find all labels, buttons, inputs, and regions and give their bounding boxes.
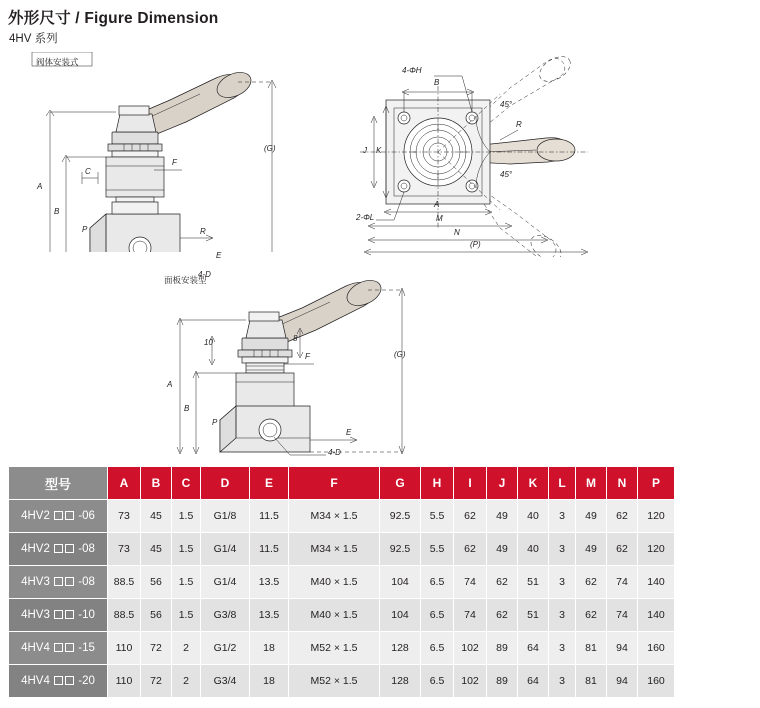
- table-header-row: [9, 467, 675, 500]
- table-cell-N: 62: [607, 533, 638, 566]
- th-model: 型号: [9, 467, 108, 500]
- table-cell-N: 94: [607, 665, 638, 698]
- page-title: 外形尺寸 / Figure Dimension: [8, 10, 219, 27]
- table-cell-K: 64: [518, 632, 549, 665]
- table-cell-F: M52 × 1.5: [289, 665, 380, 698]
- table-cell-E: 13.5: [250, 566, 289, 599]
- table-cell-N: 94: [607, 632, 638, 665]
- table-cell-N: 62: [607, 500, 638, 533]
- table-cell-A: 110: [108, 632, 141, 665]
- table-cell-model: 4HV2 -06: [9, 500, 108, 533]
- th-B: B: [141, 467, 172, 500]
- table-cell-J: 49: [487, 533, 518, 566]
- label-angle-bottom-fig2: 45°: [500, 170, 513, 179]
- table-row: [9, 599, 675, 632]
- table-cell-I: 74: [454, 566, 487, 599]
- table-cell-B: 45: [141, 500, 172, 533]
- table-row: [9, 500, 675, 533]
- th-M: M: [576, 467, 607, 500]
- th-L: L: [549, 467, 576, 500]
- table-body: [9, 500, 675, 698]
- table-cell-D: G1/4: [201, 566, 250, 599]
- label-C-fig1: C: [85, 167, 91, 176]
- table-cell-I: 102: [454, 665, 487, 698]
- table-cell-K: 40: [518, 500, 549, 533]
- label-B-fig2: B: [434, 78, 440, 87]
- table-cell-J: 89: [487, 632, 518, 665]
- label-4D-fig3: 4-D: [328, 448, 341, 457]
- table-cell-E: 11.5: [250, 500, 289, 533]
- label-B-fig3: B: [184, 404, 190, 413]
- table-cell-I: 102: [454, 632, 487, 665]
- table-cell-G: 92.5: [380, 500, 421, 533]
- table-cell-K: 64: [518, 665, 549, 698]
- table-cell-model: 4HV4 -20: [9, 665, 108, 698]
- label-B-fig1: B: [54, 207, 60, 216]
- table-cell-G: 104: [380, 599, 421, 632]
- table-cell-M: 62: [576, 566, 607, 599]
- table-cell-C: 1.5: [172, 599, 201, 632]
- table-cell-L: 3: [549, 665, 576, 698]
- table-cell-I: 62: [454, 533, 487, 566]
- label-A-fig2: A: [434, 200, 440, 209]
- table-cell-M: 49: [576, 533, 607, 566]
- label-A-fig1: A: [37, 182, 43, 191]
- table-cell-P: 140: [638, 566, 675, 599]
- top-view-drawing: [350, 52, 750, 257]
- th-K: K: [518, 467, 549, 500]
- label-F-fig1: F: [172, 158, 177, 167]
- table-cell-E: 18: [250, 665, 289, 698]
- table-cell-E: 11.5: [250, 533, 289, 566]
- label-N-fig2: N: [454, 228, 460, 237]
- label-4D-fig1: 4-D: [198, 270, 211, 279]
- th-C: C: [172, 467, 201, 500]
- th-P: P: [638, 467, 675, 500]
- table-cell-L: 3: [549, 500, 576, 533]
- table-cell-C: 1.5: [172, 500, 201, 533]
- table-cell-E: 13.5: [250, 599, 289, 632]
- figure-caption-body-mount: 阀体安装式: [36, 57, 79, 67]
- table-row: [9, 566, 675, 599]
- label-G-fig3: (G): [394, 350, 406, 359]
- th-J: J: [487, 467, 518, 500]
- table-cell-H: 6.5: [421, 665, 454, 698]
- table-cell-A: 110: [108, 665, 141, 698]
- table-cell-B: 72: [141, 665, 172, 698]
- table-cell-B: 56: [141, 599, 172, 632]
- table-cell-I: 74: [454, 599, 487, 632]
- figure-top-view: [350, 52, 750, 257]
- table-cell-M: 49: [576, 500, 607, 533]
- table-row: [9, 665, 675, 698]
- table-cell-G: 128: [380, 665, 421, 698]
- table-cell-M: 81: [576, 665, 607, 698]
- table-cell-F: M34 × 1.5: [289, 500, 380, 533]
- label-P-fig2: (P): [470, 240, 481, 249]
- table-cell-M: 62: [576, 599, 607, 632]
- table-cell-A: 88.5: [108, 599, 141, 632]
- table-cell-model: 4HV3 -10: [9, 599, 108, 632]
- table-cell-C: 1.5: [172, 533, 201, 566]
- th-F: F: [289, 467, 380, 500]
- table-cell-A: 73: [108, 500, 141, 533]
- th-I: I: [454, 467, 487, 500]
- table-cell-D: G1/4: [201, 533, 250, 566]
- table-cell-B: 72: [141, 632, 172, 665]
- table-cell-I: 62: [454, 500, 487, 533]
- table-cell-J: 62: [487, 599, 518, 632]
- table-cell-L: 3: [549, 533, 576, 566]
- th-E: E: [250, 467, 289, 500]
- table-cell-B: 45: [141, 533, 172, 566]
- table-cell-model: 4HV4 -15: [9, 632, 108, 665]
- table-cell-D: G1/2: [201, 632, 250, 665]
- label-G-fig1: (G): [264, 144, 276, 153]
- table-cell-L: 3: [549, 566, 576, 599]
- page-subtitle: 4HV 系列: [9, 33, 58, 45]
- valve-body-mount-drawing: [20, 52, 300, 252]
- label-F-fig3: F: [305, 352, 310, 361]
- table-cell-L: 3: [549, 599, 576, 632]
- table-cell-H: 5.5: [421, 533, 454, 566]
- label-K-fig2: K: [376, 146, 382, 155]
- label-J-fig2: J: [363, 146, 367, 155]
- table-cell-P: 160: [638, 665, 675, 698]
- table-cell-model: 4HV2 -08: [9, 533, 108, 566]
- table-cell-P: 120: [638, 533, 675, 566]
- table-cell-M: 81: [576, 632, 607, 665]
- table-cell-H: 6.5: [421, 566, 454, 599]
- label-4phih-fig2: 4-ΦH: [402, 66, 422, 75]
- th-H: H: [421, 467, 454, 500]
- table-cell-N: 74: [607, 566, 638, 599]
- th-G: G: [380, 467, 421, 500]
- table-cell-P: 120: [638, 500, 675, 533]
- table-cell-L: 3: [549, 632, 576, 665]
- label-P-fig1: P: [82, 225, 88, 234]
- table-cell-E: 18: [250, 632, 289, 665]
- table-cell-C: 1.5: [172, 566, 201, 599]
- dimension-table: [8, 466, 675, 698]
- label-R-fig2: R: [516, 120, 522, 129]
- table-cell-J: 62: [487, 566, 518, 599]
- table-cell-B: 56: [141, 566, 172, 599]
- table-cell-J: 49: [487, 500, 518, 533]
- table-cell-K: 51: [518, 599, 549, 632]
- table-cell-H: 6.5: [421, 632, 454, 665]
- label-M-fig2: M: [436, 214, 443, 223]
- figure-valve-body-mount: [20, 52, 300, 279]
- table-cell-G: 128: [380, 632, 421, 665]
- table-cell-N: 74: [607, 599, 638, 632]
- table-row: [9, 632, 675, 665]
- label-10-fig3: 10: [204, 338, 213, 347]
- table-row: [9, 533, 675, 566]
- label-angle-top-fig2: 45°: [500, 100, 513, 109]
- table-cell-G: 92.5: [380, 533, 421, 566]
- table-cell-K: 51: [518, 566, 549, 599]
- label-E-fig1: E: [216, 251, 222, 260]
- table-cell-C: 2: [172, 632, 201, 665]
- label-2phil-fig2: 2-ΦL: [356, 213, 375, 222]
- table-cell-A: 88.5: [108, 566, 141, 599]
- figure-panel-mount: [150, 272, 450, 457]
- table-cell-H: 5.5: [421, 500, 454, 533]
- label-P-fig3: P: [212, 418, 218, 427]
- table-cell-D: G3/8: [201, 599, 250, 632]
- table-cell-A: 73: [108, 533, 141, 566]
- label-R-fig1: R: [200, 227, 206, 236]
- figure-caption-panel-mount: 面板安装型: [164, 275, 207, 285]
- table-cell-F: M40 × 1.5: [289, 599, 380, 632]
- th-N: N: [607, 467, 638, 500]
- table-cell-F: M40 × 1.5: [289, 566, 380, 599]
- table-cell-J: 89: [487, 665, 518, 698]
- th-A: A: [108, 467, 141, 500]
- table-cell-C: 2: [172, 665, 201, 698]
- label-E-fig3: E: [346, 428, 352, 437]
- panel-mount-drawing: [150, 272, 450, 457]
- table-cell-K: 40: [518, 533, 549, 566]
- th-D: D: [201, 467, 250, 500]
- table-cell-G: 104: [380, 566, 421, 599]
- table-cell-F: M52 × 1.5: [289, 632, 380, 665]
- label-A-fig3: A: [167, 380, 173, 389]
- table-cell-P: 140: [638, 599, 675, 632]
- table-cell-model: 4HV3 -08: [9, 566, 108, 599]
- table-cell-D: G1/8: [201, 500, 250, 533]
- table-cell-D: G3/4: [201, 665, 250, 698]
- table-cell-H: 6.5: [421, 599, 454, 632]
- label-8-fig3: 8: [293, 334, 298, 343]
- table-cell-F: M34 × 1.5: [289, 533, 380, 566]
- table-cell-P: 160: [638, 632, 675, 665]
